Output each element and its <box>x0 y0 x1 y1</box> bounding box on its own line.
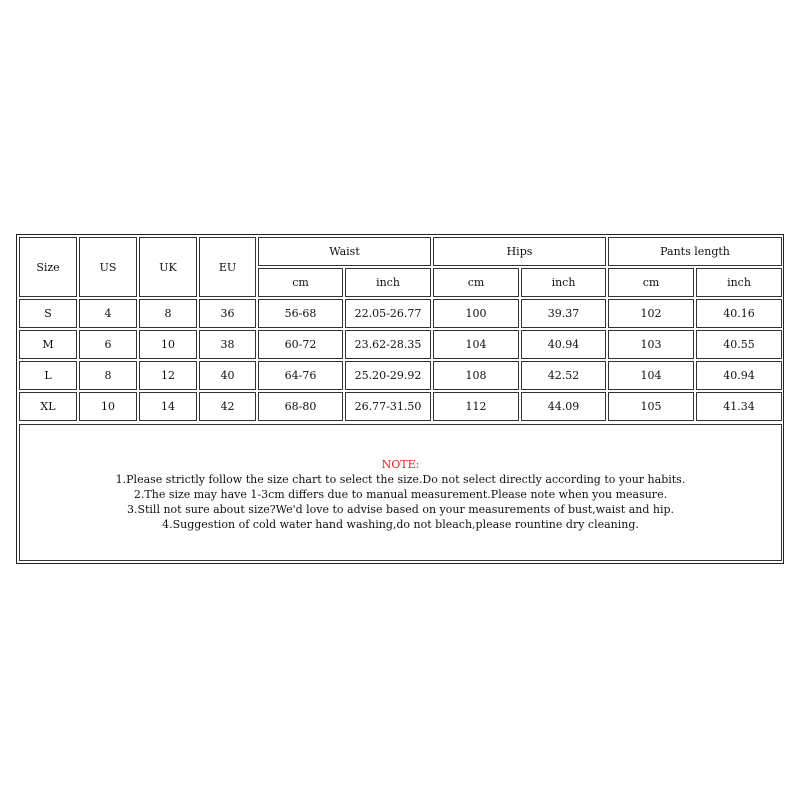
cell-us: 6 <box>79 330 137 359</box>
cell-waist-inch: 26.77-31.50 <box>345 392 431 421</box>
header-hips: Hips <box>433 237 606 266</box>
header-hips-inch: inch <box>521 268 606 297</box>
cell-waist-cm: 60-72 <box>258 330 343 359</box>
cell-us: 4 <box>79 299 137 328</box>
cell-pants-cm: 105 <box>608 392 694 421</box>
header-pants-cm: cm <box>608 268 694 297</box>
cell-size: XL <box>19 392 77 421</box>
header-waist-cm: cm <box>258 268 343 297</box>
header-eu: EU <box>199 237 256 297</box>
cell-eu: 42 <box>199 392 256 421</box>
note-line-4: 4.Suggestion of cold water hand washing,do not bleach,please rountine dry cleaning. <box>162 518 639 531</box>
cell-uk: 14 <box>139 392 197 421</box>
cell-waist-inch: 25.20-29.92 <box>345 361 431 390</box>
cell-pants-cm: 102 <box>608 299 694 328</box>
cell-pants-cm: 104 <box>608 361 694 390</box>
cell-uk: 12 <box>139 361 197 390</box>
cell-hips-inch: 39.37 <box>521 299 606 328</box>
note-content <box>20 457 781 532</box>
cell-size: M <box>19 330 77 359</box>
cell-hips-cm: 104 <box>433 330 519 359</box>
cell-us: 8 <box>79 361 137 390</box>
cell-hips-cm: 100 <box>433 299 519 328</box>
cell-pants-inch: 41.34 <box>696 392 782 421</box>
header-waist-inch: inch <box>345 268 431 297</box>
header-uk: UK <box>139 237 197 297</box>
header-us: US <box>79 237 137 297</box>
cell-waist-inch: 22.05-26.77 <box>345 299 431 328</box>
note-box <box>19 424 782 561</box>
cell-pants-inch: 40.16 <box>696 299 782 328</box>
cell-eu: 38 <box>199 330 256 359</box>
header-size: Size <box>19 237 77 297</box>
cell-hips-inch: 40.94 <box>521 330 606 359</box>
cell-uk: 8 <box>139 299 197 328</box>
cell-waist-cm: 68-80 <box>258 392 343 421</box>
cell-waist-inch: 23.62-28.35 <box>345 330 431 359</box>
cell-size: S <box>19 299 77 328</box>
cell-hips-inch: 42.52 <box>521 361 606 390</box>
note-line-2: 2.The size may have 1-3cm differs due to manual measurement.Please note when you measure. <box>133 488 668 501</box>
note-line-3: 3.Still not sure about size?We'd love to advise based on your measurements of bust,waist and hip. <box>126 503 675 516</box>
header-hips-cm: cm <box>433 268 519 297</box>
header-pants-inch: inch <box>696 268 782 297</box>
cell-waist-cm: 64-76 <box>258 361 343 390</box>
cell-hips-cm: 108 <box>433 361 519 390</box>
cell-eu: 40 <box>199 361 256 390</box>
cell-uk: 10 <box>139 330 197 359</box>
header-waist: Waist <box>258 237 431 266</box>
cell-pants-cm: 103 <box>608 330 694 359</box>
size-chart <box>16 234 784 564</box>
note-line-1: 1.Please strictly follow the size chart to select the size.Do not select directly according to your habits. <box>115 473 686 486</box>
cell-size: L <box>19 361 77 390</box>
cell-hips-cm: 112 <box>433 392 519 421</box>
cell-waist-cm: 56-68 <box>258 299 343 328</box>
note-title: NOTE: <box>381 458 420 471</box>
cell-pants-inch: 40.94 <box>696 361 782 390</box>
cell-hips-inch: 44.09 <box>521 392 606 421</box>
cell-eu: 36 <box>199 299 256 328</box>
cell-us: 10 <box>79 392 137 421</box>
header-pants-length: Pants length <box>608 237 782 266</box>
cell-pants-inch: 40.55 <box>696 330 782 359</box>
